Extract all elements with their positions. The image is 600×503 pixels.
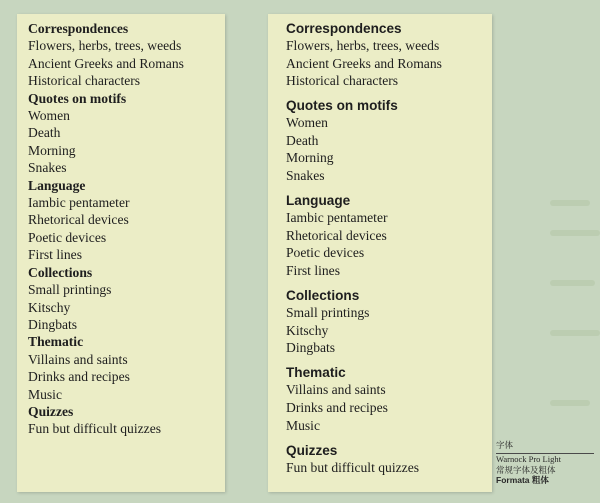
category-heading: Quizzes (286, 442, 338, 458)
category-heading: Thematic (28, 334, 84, 350)
category-item: Villains and saints (28, 351, 128, 367)
ghost-line (550, 200, 590, 206)
category-heading: Language (286, 193, 351, 209)
category-item: Ancient Greeks and Romans (286, 55, 442, 71)
font-specimen-note (496, 440, 594, 486)
category-heading: Thematic (286, 365, 346, 381)
category-item: Women (28, 108, 70, 124)
category-item: Drinks and recipes (28, 369, 130, 385)
category-item: Drinks and recipes (286, 399, 388, 415)
category-heading: Correspondences (286, 21, 402, 36)
category-item: First lines (28, 247, 83, 263)
category-item: Small printings (28, 282, 112, 298)
category-item: Ancient Greeks and Romans (28, 55, 184, 71)
category-item: Morning (286, 150, 334, 166)
category-heading: Quotes on motifs (28, 90, 127, 106)
category-item: Historical characters (286, 73, 399, 89)
category-heading: Language (28, 177, 86, 193)
left-category-list (28, 20, 184, 438)
ghost-line (550, 280, 595, 286)
category-item: Music (28, 386, 62, 402)
category-item: Small printings (286, 305, 370, 321)
category-item: Kitschy (28, 299, 71, 315)
category-heading: Quizzes (28, 403, 74, 419)
ghost-line (550, 230, 600, 236)
category-item: Music (286, 417, 320, 433)
font-note-sans-name: Formata (496, 475, 530, 485)
font-note-serif-name: Warnock Pro Light (496, 454, 561, 464)
category-item: Flowers, herbs, trees, weeds (28, 38, 182, 54)
category-item: Villains and saints (286, 382, 386, 398)
right-category-list (286, 20, 442, 476)
font-note-serif-weights: 常规字体及粗体 (496, 464, 556, 475)
category-heading: Quotes on motifs (286, 98, 398, 114)
category-item: Iambic pentameter (286, 210, 388, 226)
category-item: Poetic devices (28, 229, 107, 245)
category-heading: Collections (28, 264, 93, 280)
category-item: Dingbats (28, 316, 78, 332)
font-note-sans-weight: 粗体 (531, 475, 549, 485)
category-heading: Correspondences (28, 21, 129, 36)
category-item: Flowers, herbs, trees, weeds (286, 38, 440, 53)
ghost-line (550, 330, 600, 336)
category-item: Rhetorical devices (286, 227, 387, 243)
category-item: Historical characters (28, 73, 141, 89)
category-heading: Collections (286, 288, 360, 304)
font-note-label: 字体 (496, 440, 594, 454)
category-item: Fun but difficult quizzes (286, 459, 420, 475)
category-item: Fun but difficult quizzes (28, 421, 162, 437)
category-item: Rhetorical devices (28, 212, 129, 228)
category-item: Morning (28, 142, 76, 158)
ghost-line (550, 400, 590, 406)
category-item: Snakes (28, 160, 67, 176)
category-item: Poetic devices (286, 245, 365, 261)
category-item: Dingbats (286, 340, 336, 356)
category-item: Death (28, 125, 61, 141)
category-item: Kitschy (286, 322, 329, 338)
category-item: Women (286, 115, 328, 131)
category-item: First lines (286, 262, 341, 278)
category-item: Snakes (286, 168, 325, 184)
category-item: Iambic pentameter (28, 195, 130, 211)
category-item: Death (286, 132, 319, 148)
